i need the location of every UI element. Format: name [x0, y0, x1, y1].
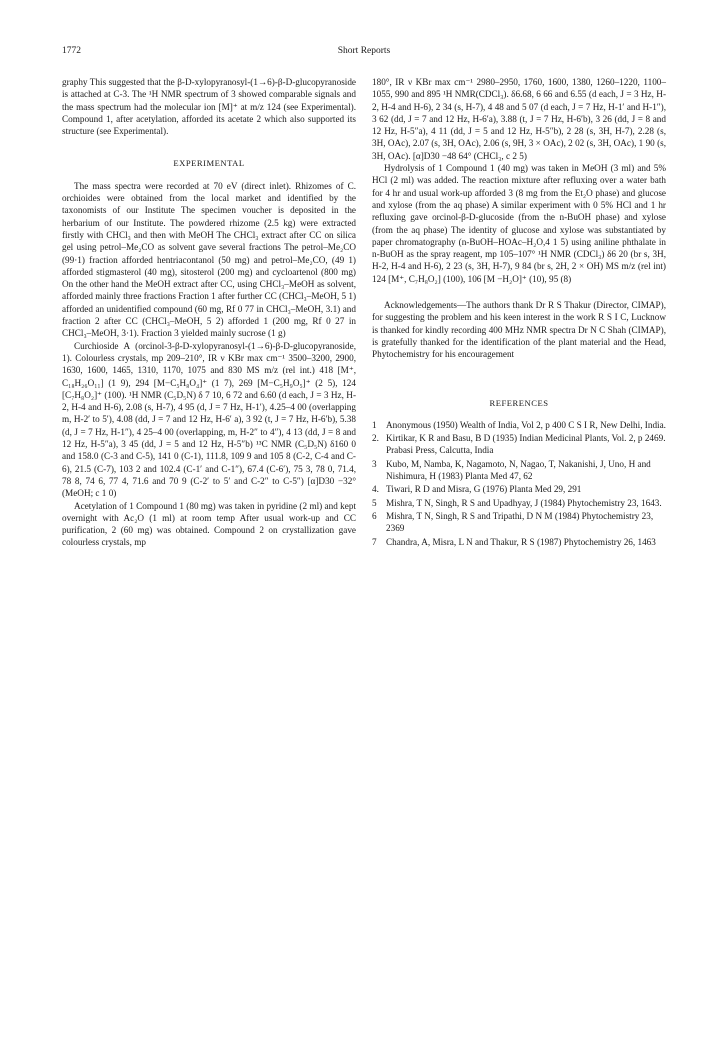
- reference-item: [372, 497, 666, 509]
- reference-text: Mishra, T N, Singh, R S and Upadhyay, J (1984) Phytochemistry 23, 1643.: [386, 497, 662, 508]
- reference-item: [372, 419, 666, 431]
- reference-text: Mishra, T N, Singh, R S and Tripathi, D N M (1984) Phytochemistry 23, 2369: [386, 510, 654, 534]
- reference-item: [372, 510, 666, 535]
- reference-item: [372, 483, 666, 495]
- reference-text: Kirtikar, K R and Basu, B D (1935) Indian Medicinal Plants, Vol. 2, p 2469. Prabasi Press, Calcutta, India: [386, 433, 666, 456]
- reference-number: 1: [372, 419, 377, 430]
- reference-item: [372, 458, 666, 483]
- experimental-paragraph: The mass spectra were recorded at 70 eV (direct inlet). Rhizomes of C. orchioides were obtained from the local market and identified by the taxonomists of our Institute The specimen voucher is deposited in the herbarium of our Institute. The powdered rhizome (2.5 kg) were extracted firstly with CHCl₃ and then with MeOH The CHCl₃ extract after CC on silica gel using petrol–Me₂CO as solvent gave several fractions The petrol–Me₂CO (99·1) fraction afforded hentriacontanol (50 mg) and petrol–Me₂CO, (49 1) afforded stigmasterol (40 mg), sitosterol (200 mg) and cycloartenol (800 mg) On the other hand the MeOH extract after CC, using CHCl₃–MeOH as solvent, afforded mainly three fractions Fraction 1 after further CC (CHCl₃–MeOH, 5 1) afforded an unidentified compound (60 mg, Rf 0 77 in CHCl₃–MeOH, 3.1) and fraction 2 after CC (CHCl₃–MeOH, 5 2) afforded 1 (200 mg, Rf 0 27 in CHCl₃–MeOH, 3·1). Fraction 3 yielded mainly sucrose (1 g): [62, 180, 356, 339]
- right-column: [372, 76, 666, 549]
- reference-number: 3: [372, 458, 377, 469]
- left-column: [62, 76, 356, 549]
- acetylation-paragraph: Acetylation of 1 Compound 1 (80 mg) was taken in pyridine (2 ml) and kept overnight with Ac₂O (1 ml) at room temp After usual work-up and CC purification, 2 (60 mg) was obtained. Compound 2 on crystallization gave colourless crystals, mp: [62, 500, 356, 548]
- references-heading: REFERENCES: [489, 397, 549, 408]
- reference-item: [372, 536, 666, 548]
- reference-number: 2.: [372, 433, 379, 444]
- reference-list: [372, 419, 666, 548]
- running-header: [62, 46, 666, 60]
- acknowledgements-paragraph: Acknowledgements—The authors thank Dr R S Thakur (Director, CIMAP), for suggesting the problem and his keen interest in the work R S I C, Lucknow is thanked for kindly recording 400 MHz NMR spectra Dr N C Shah (CIMAP), is gratefully thanked for the identification of the plant material and the Head, Phytochemistry for his encouragement: [372, 300, 666, 360]
- reference-text: Tiwari, R D and Misra, G (1976) Planta Med 29, 291: [386, 484, 582, 495]
- reference-text: Kubo, M, Namba, K, Nagamoto, N, Nagao, T, Nakanishi, J, Uno, H and Nishimura, H (1983) Planta Med 47, 62: [386, 458, 651, 482]
- reference-number: 6: [372, 510, 377, 521]
- reference-number: 7: [372, 536, 377, 547]
- acetate-data-paragraph: 180°, IR ν KBr max cm⁻¹ 2980–2950, 1760, 1600, 1380, 1260–1220, 1100–1055, 990 and 895 ¹H NMR(CDCl₃). δ6.68, 6 66 and 6.55 (d each, J = 3 Hz, H-2, H-4 and H-6), 2 34 (s, H-7), 4 48 and 5 07 (d each, J = 7 Hz, H-1′ and H-1″), 3 62 (dd, J = 7 and 12 Hz, H-6′a), 3.88 (t, J = 7 Hz, H-6′b), 3 26 (dd, J = 8 and 12 Hz, H-5″a), 4 11 (dd, J = 5 and 12 Hz, H-5″b), 2 28 (s, 3H, H-7), 2.28 (s, 3H, OAc), 2.07 (s, 3H, OAc), 2.06 (s, 9H, 3 × OAc), 2 02 (s, 3H, OAc), 1 90 (s, 3H, OAc). [α]D30 −48 64° (CHCl₃, c 2 5): [372, 77, 666, 161]
- compound-1-paragraph: Curchioside A (orcinol-3-β-D-xylopyranosyl-(1→6)-β-D-glucopyranoside, 1). Colourless crystals, mp 209–210°, IR ν KBr max cm⁻¹ 3500–3200, 2900, 1630, 1600, 1465, 1310, 1170, 1075 and 830 MS m/z (rel int.) 418 [M⁺, C₁₈H₂₆O₁₁] (1 9), 294 [M−C₅H₈O₄]⁺ (1 7), 269 [M−C₅H₉O₅]⁺ (2 5), 124 [C₇H₈O₂]⁺ (100). ¹H NMR (C₅D₅N) δ 7 10, 6 72 and 6.60 (d each, J = 3 Hz, H-2, H-4 and H-6), 2.08 (s, H-7), 4 95 (d, J = 7 Hz, H-1′), 4.25–4 00 (overlapping m, H-2′ to 5′), 4.08 (dd, J = 7 and 12 Hz, H-6′ a), 3 92 (t, J = 7 Hz, H-6′b), 5.38 (d, J = 7 Hz, H-1″), 4 25–4 00 (overlapping, m, H-2″ to 4″), 4 13 (dd, J = 8 and 12 Hz, H-5″a), 3 45 (dd, J = 5 and 12 Hz, H-5″b) ¹³C NMR (C₅D₅N) δ160 0 and 158.0 (C-3 and C-5), 141 0 (C-1), 111.8, 109 9 and 105 8 (C-2, C-4 and C-6), 21.5 (C-7), 103 2 and 102.4 (C-1′ and C-1″), 67.4 (C-6′), 75 3, 78 0, 71.4, 78 8, 74 6, 77 4, 71.6 and 70 9 (C-2′ to 5′ and C-2″ to C-5″) [α]D30 −32° (MeOH; c 1 0): [62, 340, 356, 499]
- running-title: Short Reports: [337, 46, 391, 56]
- page-number: 1772: [62, 46, 81, 56]
- section-heading-experimental: EXPERIMENTAL: [173, 158, 245, 169]
- reference-number: 4.: [372, 484, 379, 495]
- reference-text: Chandra, A, Misra, L N and Thakur, R S (1987) Phytochemistry 26, 1463: [386, 536, 656, 547]
- intro-paragraph: graphy This suggested that the β-D-xylopyranosyl-(1→6)-β-D-glucopyranoside is attached at C-3. The ¹H NMR spectrum of 3 showed comparable signals and the mass spectrum had the molecular ion [M]⁺ at m/z 124 (see Experimental). Compound 1, after acetylation, afforded its acetate 2 which also supported its structure (see Experimental).: [62, 77, 356, 137]
- reference-text: Anonymous (1950) Wealth of India, Vol 2, p 400 C S I R, New Delhi, India.: [386, 419, 666, 430]
- hydrolysis-paragraph: Hydrolysis of 1 Compound 1 (40 mg) was taken in MeOH (3 ml) and 5% HCl (2 ml) was added. The reaction mixture after refluxing over a water bath for 4 hr and usual work-up afforded 3 (8 mg from the Et₂O phase) and glucose and xylose (from the aq phase) A similar experiment with 0 5% HCl and 1 hr refluxing gave orcinol-β-D-glucoside (from the n-BuOH phase) and xylose (from the aq phase) The identity of glucose and xylose was substantiated by paper chromatography (n-BuOH–HOAc–H₂O,4 1 5) using aniline phthalate in n-BuOH as the spray reagent, mp 105–107° ¹H NMR (CDCl₃) δ6 20 (br s, 3H, H-2, H-4 and H-6), 2 23 (s, 3H, H-7), 9 84 (br s, 2H, 2 × OH) MS m/z (rel int) 124 [M⁺, C₇H₈O₂] (100), 106 [M −H₂O]⁺ (10), 95 (8): [372, 163, 666, 284]
- reference-item: [372, 432, 666, 457]
- reference-number: 5: [372, 497, 377, 508]
